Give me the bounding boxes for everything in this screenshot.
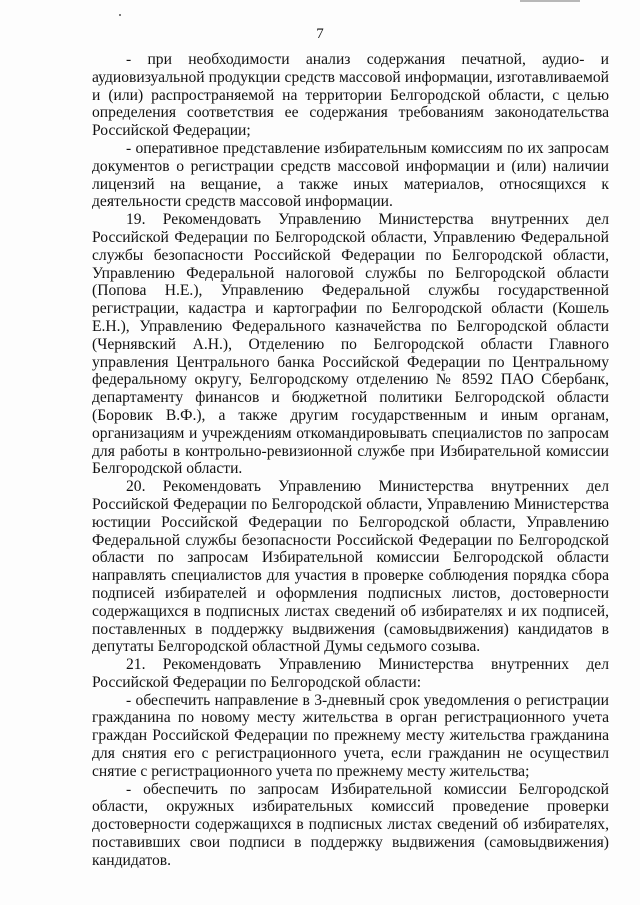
- scan-artifact: [119, 14, 121, 16]
- paragraph: 20. Рекомендовать Управлению Министерства внутренних дел Российской Федерации по Белгородской области, Управлению Министерства юстиции Российской Федерации по Белгородской области, Управлению Федеральной службы безопасности Российской Федерации по Белгородской области по запросам Избирательной комиссии Белгородской области направлять специалистов для участия в проверке соблюдения порядка сбора подписей избирателей и оформления подписных листов, достоверности содержащихся в подписных листах сведений об избирателях и их подписей, поставленных в поддержку выдвижения (самовыдвижения) кандидатов в депутаты Белгородской областной Думы седьмого созыва.: [92, 478, 609, 656]
- paragraph: - оперативное представление избирательным комиссиям по их запросам документов о регистрации средств массовой информации и (или) наличии лицензий на вещание, а также иных материалов, относящихся к деятельности средств массовой информации.: [92, 139, 609, 211]
- paragraph: - обеспечить по запросам Избирательной комиссии Белгородской области, окружных избирательных комиссий проведение проверки достоверности содержащихся в подписных листах сведений об избирателях, поставивших свои подписи в поддержку выдвижения (самовыдвижения) кандидатов.: [92, 780, 609, 869]
- document-body: [92, 51, 609, 870]
- paragraph: - при необходимости анализ содержания печатной, аудио- и аудиовизуальной продукции средств массовой информации, изготавливаемой и (или) распространяемой на территории Белгородской области, с целью определения соответствия ее содержания требованиям законодательства Российской Федерации;: [92, 51, 609, 140]
- paragraph: 21. Рекомендовать Управлению Министерства внутренних дел Российской Федерации по Белгородской области:: [92, 656, 609, 691]
- paragraph: - обеспечить направление в 3-дневный срок уведомления о регистрации гражданина по новому месту жительства в орган регистрационного учета граждан Российской Федерации по прежнему месту жительства гражданина для снятия его с регистрационного учета, если гражданин не осуществил снятие с регистрационного учета по прежнему месту жительства;: [92, 691, 609, 780]
- page-number: 7: [316, 26, 324, 42]
- paragraph: 19. Рекомендовать Управлению Министерства внутренних дел Российской Федерации по Белгородской области, Управлению Федеральной службы безопасности Российской Федерации по Белгородской области, Управлению Федеральной налоговой службы по Белгородской области (Попова Н.Е.), Управлению Федеральной службы государственной регистрации, кадастра и картографии по Белгородской области (Кошель Е.Н.), Управлению Федерального казначейства по Белгородской области (Чернявский А.Н.), Отделению по Белгородской области Главного управления Центрального банка Российской Федерации по Центральному федеральному округу, Белгородскому отделению № 8592 ПАО Сбербанк, департаменту финансов и бюджетной политики Белгородской области (Боровик В.Ф.), а также другим государственным и иным органам, организациям и учреждениям откомандировывать специалистов по запросам для работы в контрольно-ревизионной службе при Избирательной комиссии Белгородской области.: [92, 211, 609, 478]
- scan-artifact: [520, 0, 580, 2]
